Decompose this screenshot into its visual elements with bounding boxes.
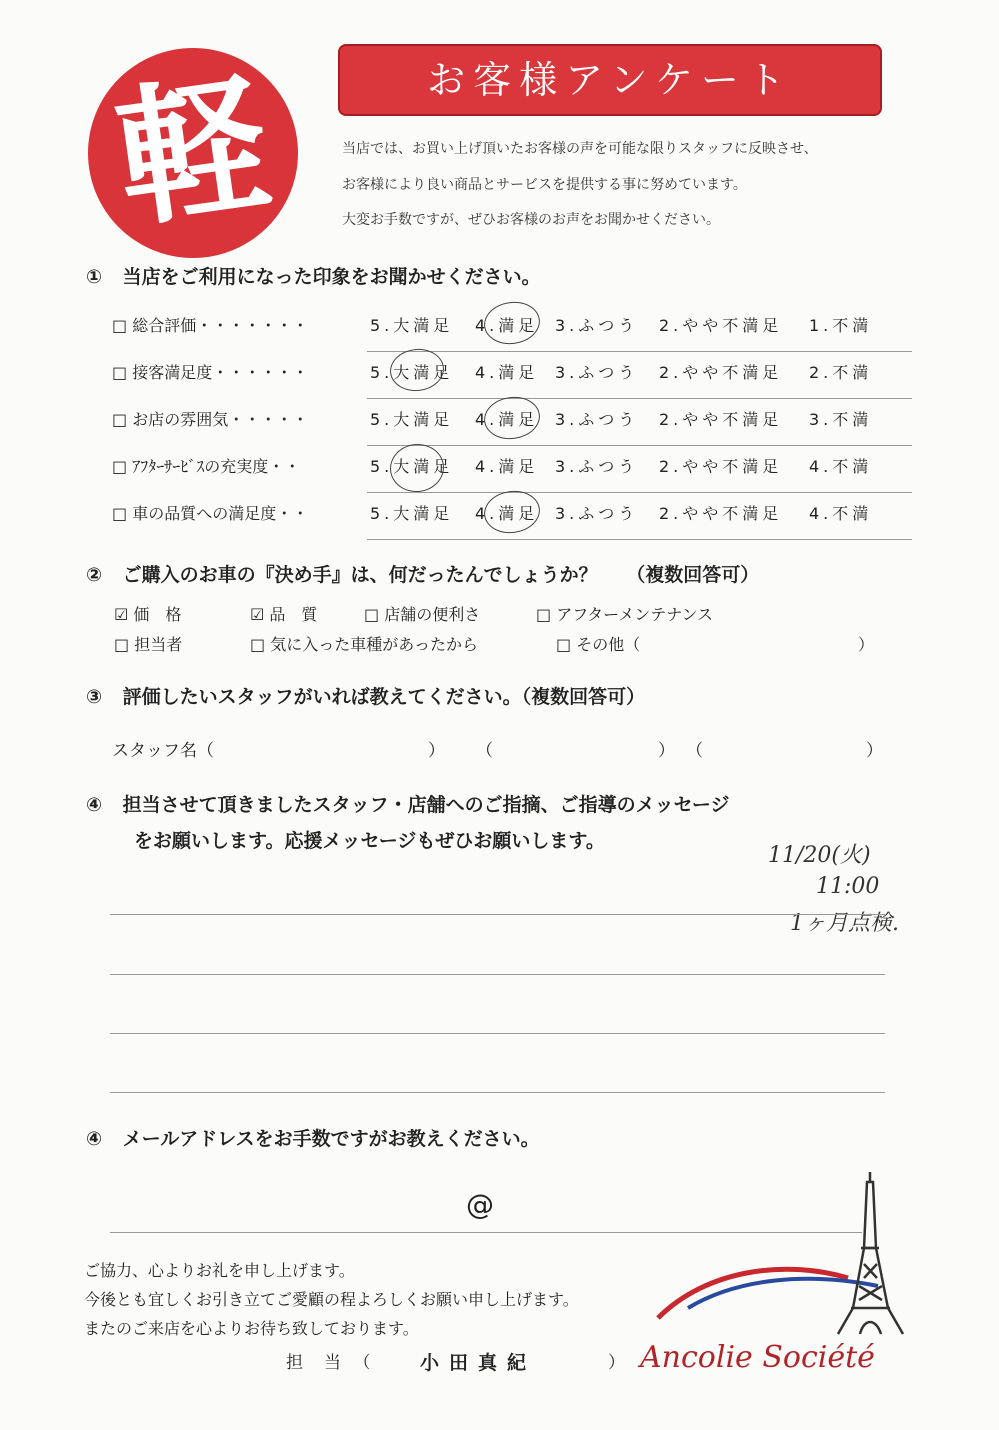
paren-close: ）: [658, 741, 675, 761]
logo-char: 軽: [106, 56, 280, 250]
choice-liked-model[interactable]: □ 気に入った車種があったから: [250, 635, 479, 654]
q3-heading: [86, 682, 645, 709]
q1-number: ①: [86, 266, 103, 288]
paren-open: （: [476, 741, 493, 761]
q2-note: （複数回答可）: [626, 564, 760, 586]
choice-price[interactable]: ☑ 価 格: [114, 605, 182, 624]
q2-heading: [86, 560, 759, 587]
rating-option[interactable]: 3.ふつう: [555, 363, 639, 382]
choice-convenience[interactable]: □ 店舗の便利さ: [364, 605, 481, 624]
intro-line-3: 大変お手数ですが、ぜひお客様のお声をお聞かせください。: [342, 212, 720, 228]
logo: [88, 48, 298, 258]
rating-option[interactable]: 4.不満: [809, 504, 873, 523]
rating-option[interactable]: 5.大満足: [370, 316, 454, 335]
rating-option[interactable]: 1.不満: [809, 316, 873, 335]
rating-label[interactable]: □ お店の雰囲気・・・・・: [112, 410, 309, 429]
q1-heading: [86, 262, 541, 289]
q3-number: ③: [86, 686, 103, 708]
rating-option[interactable]: 3.ふつう: [555, 316, 639, 335]
rating-option[interactable]: 4.満足: [475, 457, 539, 476]
closing-line-3: またのご来店を心よりお待ち致しております。: [84, 1319, 419, 1338]
brand-name: Ancolie Société: [640, 1340, 875, 1375]
q1-title: 当店をご利用になった印象をお聞かせください。: [122, 266, 541, 288]
paren-close: ）: [428, 741, 445, 761]
q2-number: ②: [86, 564, 103, 586]
staff-sign-name: 小田真紀: [420, 1352, 537, 1374]
choice-after-maintenance[interactable]: □ アフターメンテナンス: [536, 605, 714, 624]
rating-option[interactable]: 2.不満: [809, 363, 873, 382]
page-title: お客様アンケート: [338, 44, 882, 116]
rating-option[interactable]: 4.満足: [475, 363, 539, 382]
staff-sign-close: ）: [608, 1353, 625, 1373]
rating-option[interactable]: 5.大満足: [370, 504, 454, 523]
rating-option[interactable]: 4.満足: [475, 410, 539, 429]
rating-option[interactable]: 5.大満足: [370, 457, 454, 476]
q5-heading: [86, 1124, 540, 1151]
handwritten-date: 11/20(火): [768, 843, 871, 868]
closing-line-1: ご協力、心よりお礼を申し上げます。: [84, 1261, 355, 1280]
q4-number: ④: [86, 794, 103, 816]
eiffel-tower-icon: [648, 1168, 918, 1368]
rating-option[interactable]: 2.やや不満足: [659, 410, 783, 429]
choice-other[interactable]: □ その他（: [556, 635, 641, 654]
message-line[interactable]: [110, 1092, 885, 1093]
rating-option[interactable]: 3.ふつう: [555, 410, 639, 429]
rating-option[interactable]: 4.満足: [475, 316, 539, 335]
rating-label[interactable]: □ 接客満足度・・・・・・: [112, 363, 309, 382]
rating-option[interactable]: 2.やや不満足: [659, 316, 783, 335]
rating-label[interactable]: □ 車の品質への満足度・・: [112, 504, 309, 523]
message-line[interactable]: [110, 914, 885, 915]
rating-option[interactable]: 2.やや不満足: [659, 363, 783, 382]
rating-option[interactable]: 5.大満足: [370, 363, 454, 382]
q4-heading: [86, 790, 730, 817]
staff-name-label: スタッフ名（: [112, 741, 214, 761]
message-line[interactable]: [110, 974, 885, 975]
rating-option[interactable]: 5.大満足: [370, 410, 454, 429]
at-sign: @: [466, 1188, 494, 1221]
rating-row: [112, 446, 912, 493]
q3-title: 評価したいスタッフがいれば教えてください。（複数回答可）: [122, 686, 646, 708]
choice-other-close: ）: [858, 635, 875, 654]
q5-number: ④: [86, 1128, 103, 1150]
rating-option[interactable]: 3.不満: [809, 410, 873, 429]
message-line[interactable]: [110, 1033, 885, 1034]
rating-option[interactable]: 2.やや不満足: [659, 504, 783, 523]
q4-title-line1: 担当させて頂きましたスタッフ・店舗へのご指摘、ご指導のメッセージ: [122, 794, 730, 816]
choice-staff[interactable]: □ 担当者: [114, 635, 183, 654]
row-divider: [367, 539, 912, 540]
rating-option[interactable]: 4.満足: [475, 504, 539, 523]
rating-option[interactable]: 3.ふつう: [555, 504, 639, 523]
closing-line-2: 今後とも宜しくお引き立てご愛顧の程よろしくお願い申し上げます。: [84, 1290, 579, 1309]
rating-label[interactable]: □ 総合評価・・・・・・・: [112, 316, 309, 335]
handwritten-time: 11:00: [816, 874, 880, 899]
rating-row: [112, 352, 912, 399]
rating-option[interactable]: 2.やや不満足: [659, 457, 783, 476]
staff-sign-label: 担 当 （: [286, 1353, 373, 1373]
paren-close: ）: [866, 741, 883, 761]
q2-title: ご購入のお車の『決め手』は、何だったんでしょうか？: [122, 564, 598, 586]
choice-quality[interactable]: ☑ 品 質: [250, 605, 318, 624]
handwritten-note: 1ヶ月点検.: [790, 911, 899, 936]
rating-option[interactable]: 4.不満: [809, 457, 873, 476]
paren-open: （: [686, 741, 703, 761]
q4-title-line2: をお願いします。応援メッセージもぜひお願いします。: [134, 830, 605, 852]
rating-label[interactable]: □ ｱﾌﾀｰｻｰﾋﾞｽの充実度・・: [112, 457, 301, 476]
rating-option[interactable]: 3.ふつう: [555, 457, 639, 476]
intro-line-1: 当店では、お買い上げ頂いたお客様の声を可能な限りスタッフに反映させ、: [342, 141, 818, 157]
q5-title: メールアドレスをお手数ですがお教えください。: [122, 1128, 540, 1150]
intro-line-2: お客様により良い商品とサービスを提供する事に努めています。: [342, 177, 747, 193]
